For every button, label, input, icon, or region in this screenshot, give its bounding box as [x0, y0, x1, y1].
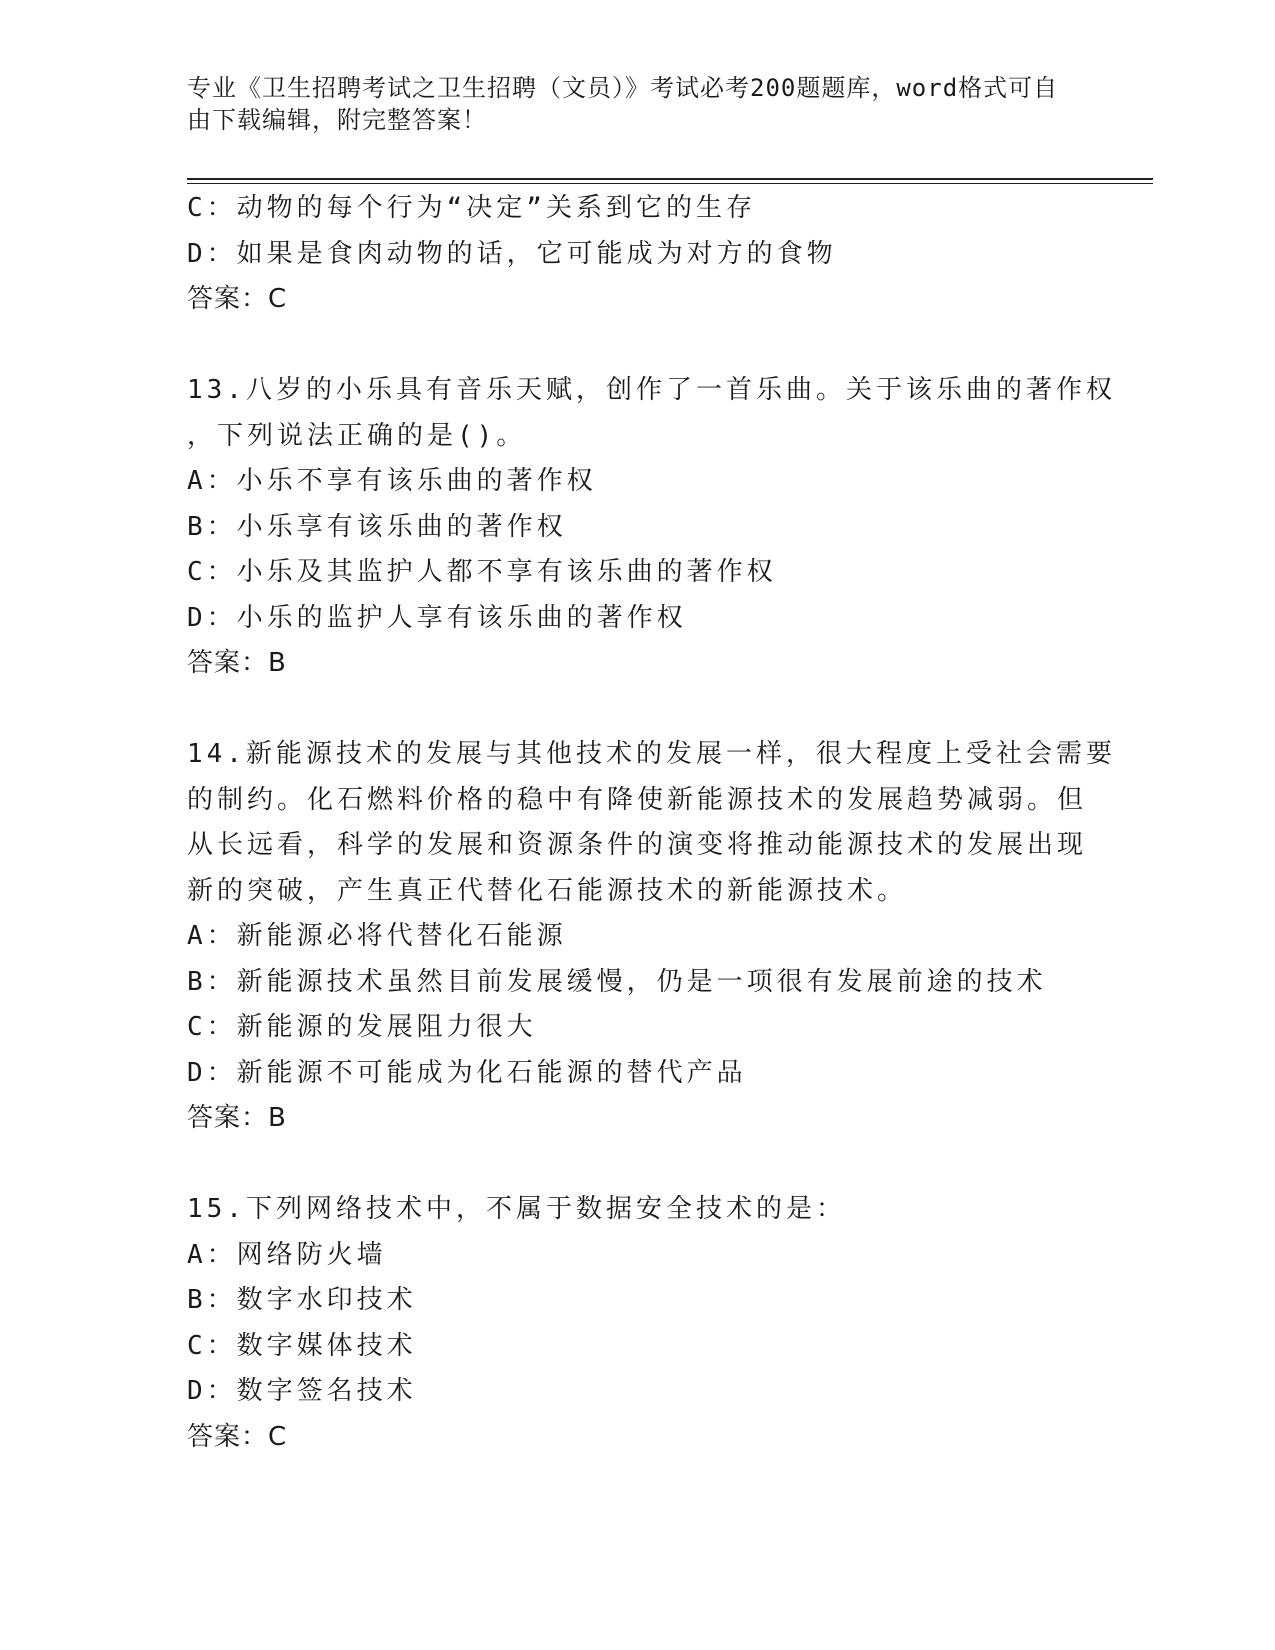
option-c: C：小乐及其监护人都不享有该乐曲的著作权: [187, 557, 777, 587]
document-header: [187, 72, 1067, 136]
option-a: A：网络防火墙: [187, 1239, 387, 1270]
question-13: [187, 368, 1116, 687]
spacer: [187, 323, 1087, 369]
question-stem-line: 从长远看，科学的发展和资源条件的演变将推动能源技术的发展出现: [187, 830, 1088, 860]
option-b: B：新能源技术虽然目前发展缓慢，仍是一项很有发展前途的技术: [187, 966, 1047, 997]
spacer: [187, 1142, 1087, 1188]
option-c: C：新能源的发展阻力很大: [187, 1012, 537, 1042]
question-14: [187, 732, 1116, 1142]
header-divider-thick: [187, 178, 1153, 180]
header-divider-thin: [187, 183, 1153, 184]
header-line-2: 由下载编辑，附完整答案！: [187, 106, 487, 134]
answer-line: 答案：C: [187, 1421, 288, 1452]
option-d: D：数字签名技术: [187, 1376, 417, 1406]
option-d: D：新能源不可能成为化石能源的替代产品: [187, 1057, 747, 1088]
option-c: C：数字媒体技术: [187, 1330, 417, 1361]
question-stem-line: 13.八岁的小乐具有音乐天赋，创作了一首乐曲。关于该乐曲的著作权: [187, 375, 1116, 405]
question-stem-line: 新的突破，产生真正代替化石能源技术的新能源技术。: [187, 875, 908, 906]
question-content: [187, 186, 1116, 1460]
question-15: [187, 1187, 1087, 1460]
option-a: A：新能源必将代替化石能源: [187, 921, 567, 951]
option-a: A：小乐不享有该乐曲的著作权: [187, 466, 597, 496]
question-stem-line: 的制约。化石燃料价格的稳中有降使新能源技术的发展趋势减弱。但: [187, 784, 1088, 815]
option-b: B：小乐享有该乐曲的著作权: [187, 511, 567, 542]
answer-line: 答案：B: [187, 1103, 287, 1133]
option-d: D：如果是食肉动物的话，它可能成为对方的食物: [187, 238, 837, 269]
question-stem-line: 14.新能源技术的发展与其他技术的发展一样，很大程度上受社会需要: [187, 739, 1116, 769]
question-stem-line: 15.下列网络技术中，不属于数据安全技术的是：: [187, 1194, 846, 1224]
answer-line: 答案：B: [187, 648, 287, 678]
option-c: C：动物的每个行为“决定”关系到它的生存: [187, 193, 756, 223]
option-d: D：小乐的监护人享有该乐曲的著作权: [187, 602, 687, 633]
question-12-tail: [187, 186, 1087, 323]
option-b: B：数字水印技术: [187, 1285, 417, 1315]
answer-line: 答案：C: [187, 284, 288, 314]
question-stem-line: ，下列说法正确的是()。: [187, 420, 527, 451]
spacer: [187, 687, 1087, 733]
header-line-1: 专业《卫生招聘考试之卫生招聘（文员）》考试必考200题题库，word格式可自: [187, 74, 1059, 102]
